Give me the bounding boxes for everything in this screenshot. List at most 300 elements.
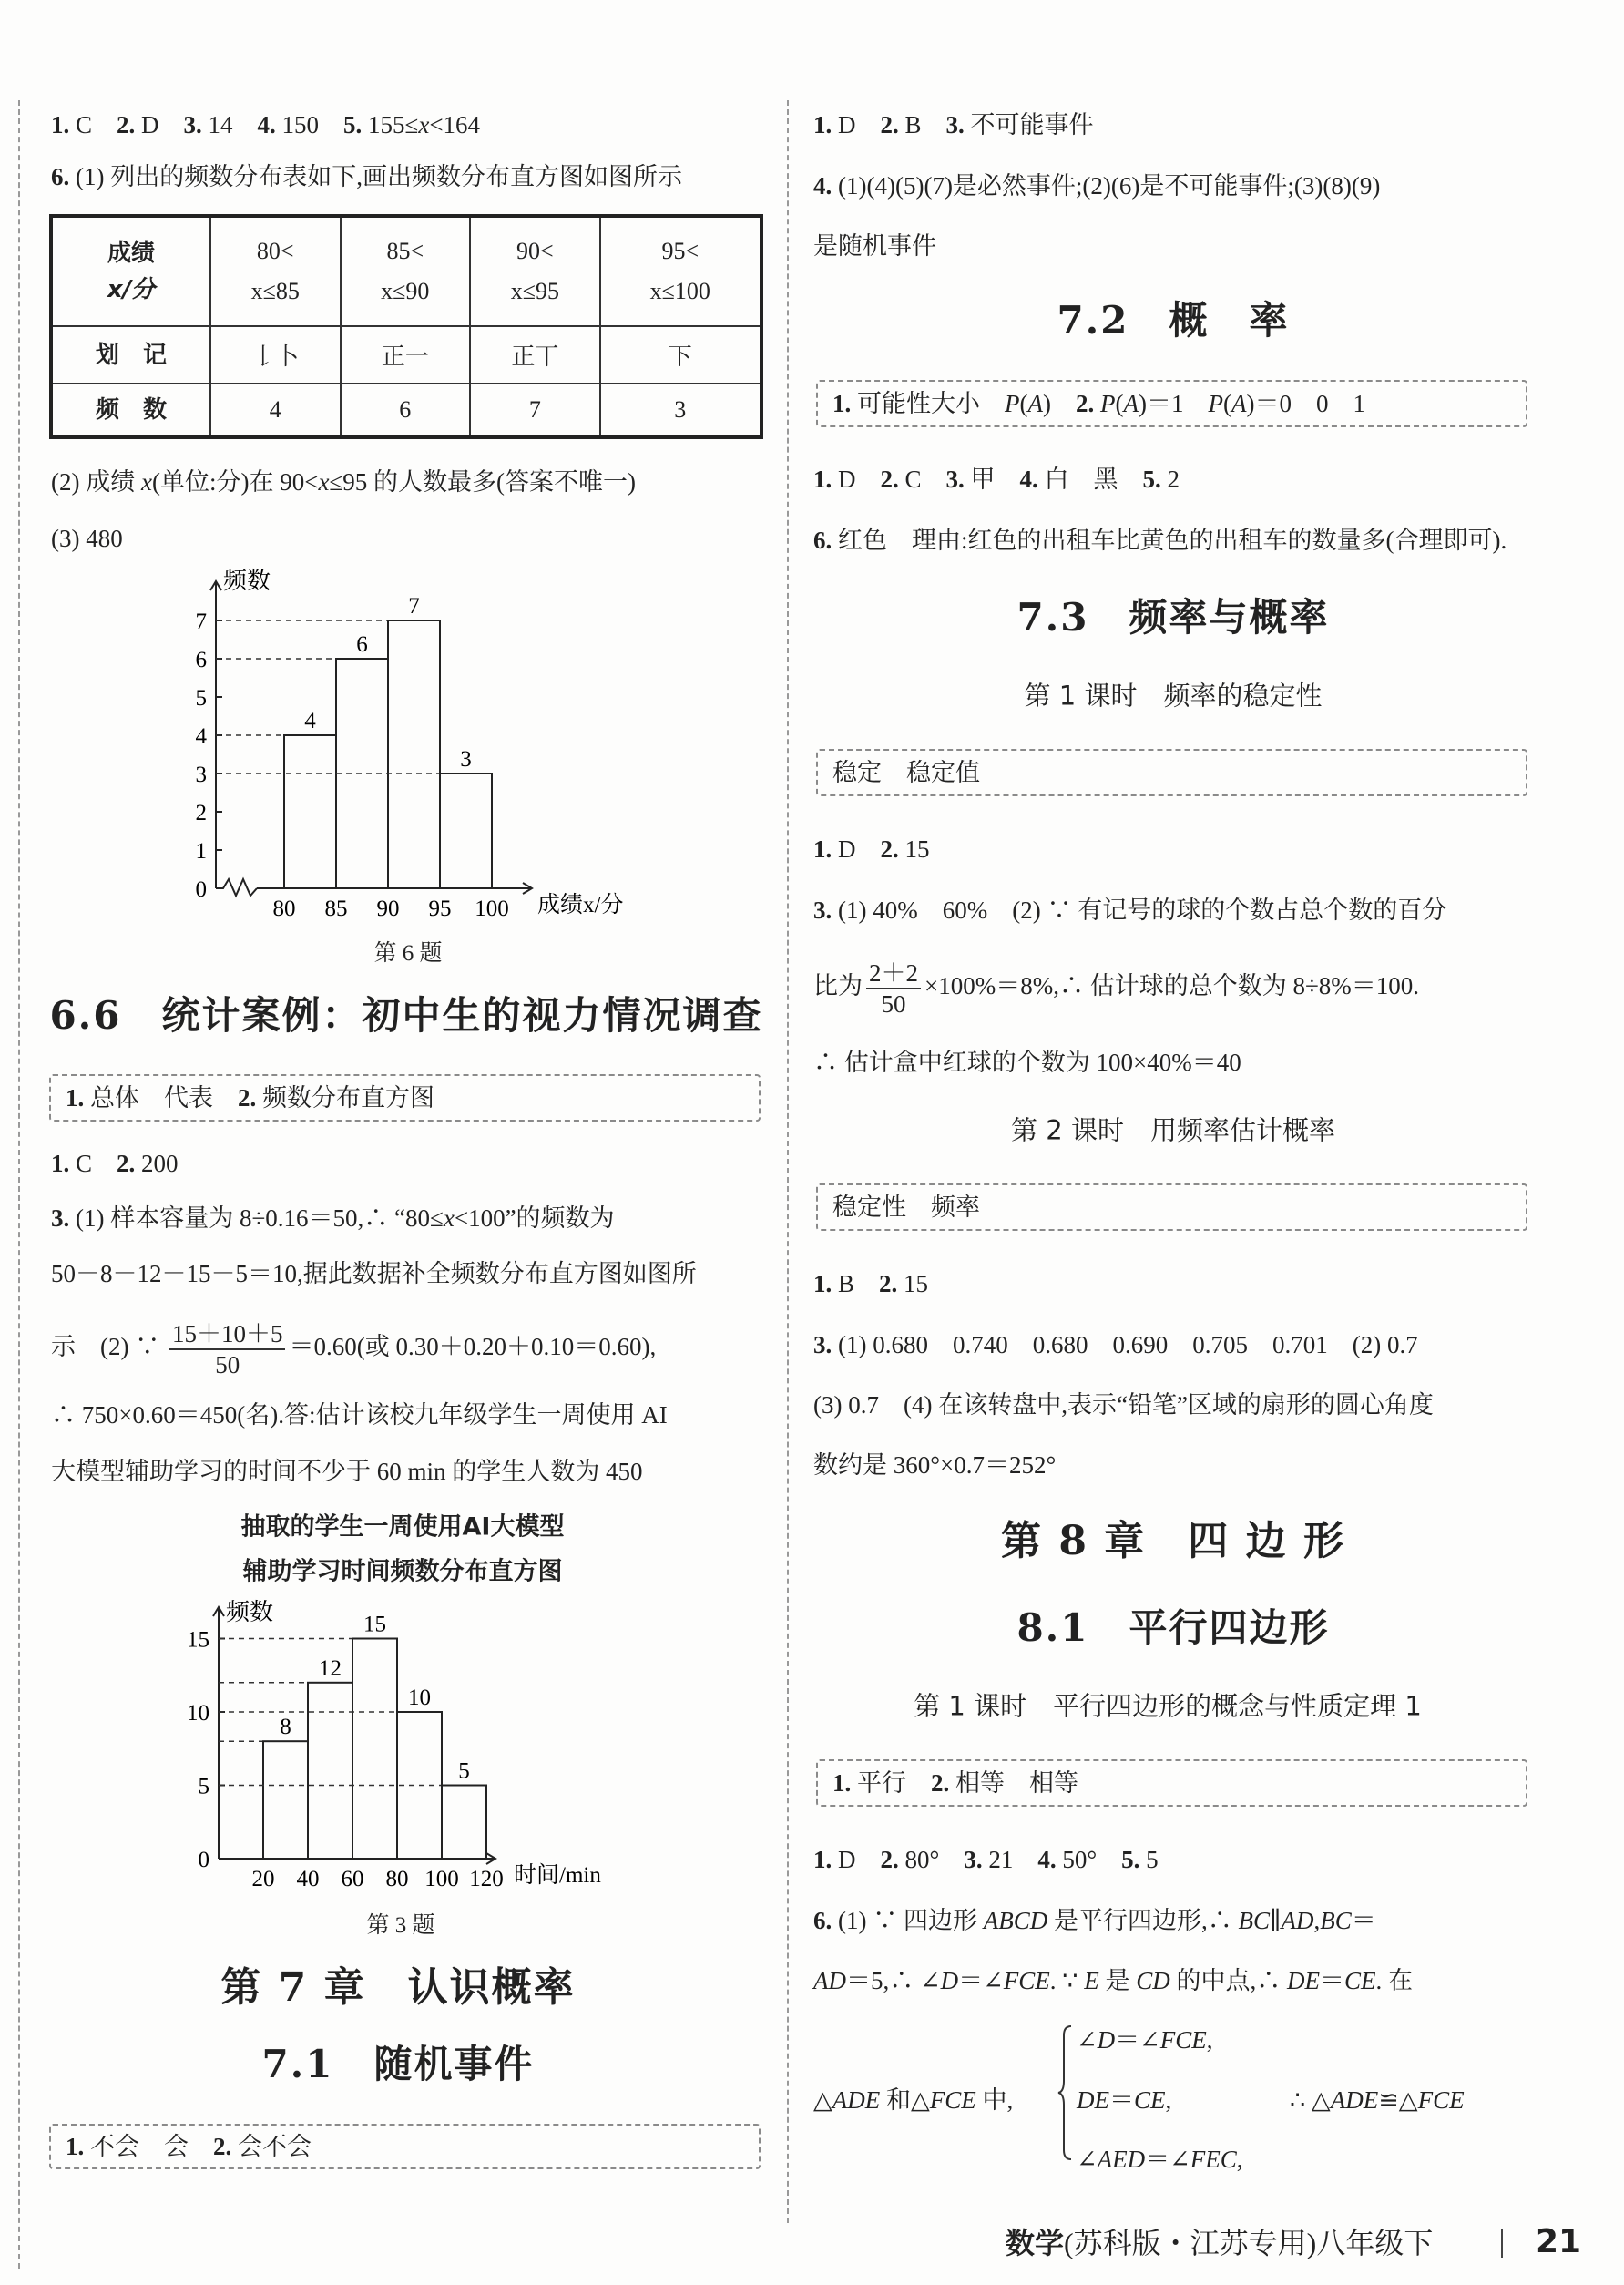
frequency-table: [49, 214, 763, 439]
brace-item: [1077, 2082, 1171, 2118]
math-variable: x: [443, 1204, 455, 1232]
text-segment: (2) 成绩: [51, 468, 141, 496]
axis-break-zigzag: [216, 879, 257, 896]
question-number: 3.: [183, 111, 202, 138]
y-tick-label: 10: [187, 1701, 209, 1726]
math-variable: CE: [1343, 1967, 1376, 1994]
table-row: [51, 216, 761, 326]
math-variable: x: [318, 468, 330, 496]
answer-line: [51, 159, 682, 195]
text-segment: 不可能事件: [964, 111, 1094, 138]
text-segment: (单位:分)在 90<: [151, 468, 319, 496]
y-axis-label: 频数: [226, 1599, 274, 1625]
text-segment: 50－8－12－15－5＝10,据此数据补全频数分布直方图如图所: [51, 1260, 697, 1287]
footer-edition: (苏科版・江苏专用)八年级下: [1064, 2227, 1434, 2259]
text-segment: ,: [1236, 2146, 1243, 2173]
question-number: 3.: [51, 1204, 70, 1232]
bar-value-label: 5: [458, 1758, 470, 1784]
question-number: 2.: [880, 1846, 899, 1873]
histogram-bar: [308, 1683, 352, 1859]
text-segment: <164: [429, 111, 481, 138]
text-segment: ,: [1313, 1907, 1321, 1934]
text-segment: (: [1019, 390, 1028, 417]
answer-line: [51, 520, 123, 557]
y-tick-label: 4: [195, 724, 207, 749]
figure-caption: 第 3 题: [366, 1913, 435, 1938]
frequency-cell: 3: [600, 384, 761, 437]
bar-value-label: 8: [280, 1715, 291, 1740]
text-segment: ＝∠: [1115, 2026, 1160, 2054]
text-segment: 是随机事件: [813, 232, 936, 260]
range-lower: 95<: [661, 238, 700, 264]
text-segment: <100”的频数为: [454, 1204, 615, 1232]
range-lower: 80<: [256, 238, 294, 264]
x-tick-label: 60: [341, 1867, 364, 1891]
math-variable: CE: [1134, 2086, 1166, 2114]
y-tick-label: 7: [195, 610, 207, 634]
text-segment: 14: [201, 111, 258, 138]
table-row: [51, 326, 761, 384]
answer-line: [813, 1447, 1056, 1483]
text-segment: ): [1043, 390, 1076, 417]
question-number: 2.: [117, 1150, 136, 1177]
answer-line: [813, 892, 1446, 928]
answer-line: [813, 958, 1419, 1019]
histogram-bar: [388, 620, 440, 888]
text-segment: 和△: [880, 2086, 930, 2114]
column-divider-dashed-line: [787, 100, 789, 2223]
fraction: [169, 1319, 286, 1379]
math-variable: P: [1208, 390, 1223, 417]
text-segment: ＝: [1351, 1907, 1376, 1934]
lesson-heading: 第 1 课时 频率的稳定性: [1024, 680, 1323, 712]
chart-title-line: 辅助学习时间频数分布直方图: [242, 1557, 563, 1586]
brace-prefix: [813, 2082, 1013, 2118]
bar-value-label: 15: [363, 1612, 386, 1637]
question-number: 1.: [66, 1084, 85, 1112]
text-segment: 是: [1098, 1967, 1137, 1994]
range-lower: 90<: [516, 238, 554, 264]
histogram-bar: [352, 1639, 397, 1860]
question-number: 6.: [813, 527, 832, 554]
text-segment: )＝1: [1139, 390, 1209, 417]
question-number: 2.: [880, 111, 899, 138]
math-variable: A: [1027, 390, 1043, 417]
text-segment: C: [69, 111, 117, 138]
histogram-bar: [442, 1786, 486, 1860]
answer-line: [813, 1962, 1413, 1999]
text-segment: 中,: [975, 2086, 1014, 2114]
text-segment: ＝∠: [1145, 2146, 1190, 2173]
text-segment: (3) 480: [51, 525, 123, 552]
table-header-cell: 频 数: [51, 384, 210, 437]
answer-line: [813, 1902, 1376, 1939]
math-variable: ADE: [1330, 2086, 1379, 2114]
text-segment: ∠: [1077, 2146, 1098, 2173]
histogram-chart-q3: [164, 1594, 692, 1904]
dashed-answer-box: [816, 749, 1527, 796]
answer-line: [813, 1327, 1418, 1363]
section-heading: 6.6 统计案例：初中生的视力情况调查: [49, 993, 763, 1038]
math-variable: ADE: [832, 2086, 881, 2114]
text-segment: 红色 理由:红色的出租车比黄色的出租车的数量多(合理即可).: [832, 527, 1507, 554]
histogram-chart-q6: [164, 565, 656, 948]
text-segment: 可能性大小: [851, 390, 1005, 417]
text-segment: . ∵: [1049, 1967, 1085, 1994]
x-tick-label: 80: [385, 1867, 409, 1891]
math-variable: P: [1100, 390, 1116, 417]
answer-line: [813, 831, 930, 867]
page-number: 21: [1536, 2223, 1582, 2260]
text-segment: 总体 代表: [84, 1084, 238, 1112]
text-segment: ＝: [1109, 2086, 1134, 2114]
answer-line: [813, 1387, 1434, 1423]
math-variable: BC: [1238, 1907, 1270, 1934]
question-number: 1.: [66, 2133, 85, 2160]
question-number: 5.: [1142, 466, 1161, 493]
text-segment: 2: [1160, 466, 1180, 493]
math-variable: FEC: [1190, 2146, 1237, 2173]
question-number: 1.: [832, 390, 852, 417]
question-number: 2.: [880, 466, 899, 493]
numerator: 2＋2: [866, 958, 921, 989]
range-upper: x≤90: [381, 278, 430, 304]
math-variable: AD: [1281, 1907, 1314, 1934]
footer-separator: [1501, 2229, 1503, 2258]
math-variable: P: [1005, 390, 1020, 417]
text-segment: (1) ∵ 四边形: [832, 1907, 984, 1934]
text-segment: 数约是 360°×0.7＝252°: [813, 1451, 1057, 1479]
header-label: 成绩: [107, 240, 155, 267]
frequency-cell: 4: [210, 384, 341, 437]
math-variable: DE: [1286, 1967, 1320, 1994]
math-variable: A: [1123, 390, 1139, 417]
text-segment: 200: [135, 1150, 179, 1177]
table-cell: [210, 216, 341, 326]
text-segment: △: [813, 2086, 832, 2114]
frequency-cell: 7: [470, 384, 600, 437]
answer-line: [51, 1453, 643, 1490]
y-tick-label: 15: [187, 1627, 209, 1653]
question-number: 1.: [832, 1769, 852, 1797]
footer-book-title: [1006, 2225, 1433, 2261]
math-variable: AED: [1097, 2146, 1146, 2173]
text-segment: 相等 相等: [949, 1769, 1078, 1797]
table-cell: [341, 216, 471, 326]
text-segment: . 在: [1375, 1967, 1413, 1994]
lesson-heading: 第 1 课时 平行四边形的概念与性质定理 1: [914, 1690, 1422, 1722]
math-variable: D: [940, 1967, 959, 1994]
text-segment: (1) 列出的频数分布表如下,画出频数分布直方图如图所示: [69, 163, 682, 190]
text-segment: 21: [982, 1846, 1038, 1873]
question-number: 6.: [51, 163, 70, 190]
bar-value-label: 3: [460, 747, 472, 772]
answer-line: [813, 1265, 928, 1302]
question-number: 2.: [238, 1084, 257, 1112]
tally-cell: 𠄌卜: [210, 326, 341, 384]
text-segment: (1) 40% 60% (2) ∵ 有记号的球的个数占总个数的百分: [832, 897, 1447, 924]
text-segment: ≤95 的人数最多(答案不唯一): [329, 468, 636, 496]
tally-cell: 正丅: [470, 326, 600, 384]
text-segment: ＝: [1319, 1967, 1344, 1994]
answer-line: [51, 1397, 668, 1433]
figure-caption: 第 6 题: [373, 941, 443, 966]
question-number: 2.: [931, 1769, 950, 1797]
question-number: 1.: [813, 466, 832, 493]
text-segment: )＝0 0 1: [1246, 390, 1365, 417]
text-segment: D: [832, 1846, 881, 1873]
chapter-heading: 第 8 章 四 边 形: [1001, 1518, 1345, 1564]
chart-title-line: 抽取的学生一周使用AI大模型: [240, 1512, 565, 1542]
section-heading: 7.1 随机事件: [261, 2042, 535, 2086]
text-segment: (1)(4)(5)(7)是必然事件;(2)(6)是不可能事件;(3)(8)(9): [832, 172, 1381, 200]
table-header-cell: 划 记: [51, 326, 210, 384]
math-variable: A: [1231, 390, 1247, 417]
brace-item: [1077, 2141, 1242, 2177]
question-number: 4.: [813, 172, 832, 200]
y-tick-label: 1: [195, 839, 207, 864]
math-variable: E: [1084, 1967, 1099, 1994]
text-segment: ＝5,∴ ∠: [846, 1967, 941, 1994]
y-tick-label: 6: [195, 648, 207, 672]
text-segment: ×100%＝8%,∴ 估计球的总个数为 8÷8%＝100.: [924, 972, 1420, 1000]
text-segment: D: [832, 111, 881, 138]
frequency-cell: 6: [341, 384, 471, 437]
text-segment: 155≤: [362, 111, 419, 138]
question-number: 4.: [1019, 466, 1038, 493]
math-variable: DE: [1077, 2086, 1109, 2114]
x-tick-label: 120: [469, 1867, 504, 1891]
text-segment: ,: [1206, 2026, 1213, 2054]
answer-line: [813, 461, 1180, 497]
brace-item: [1077, 2022, 1213, 2058]
dashed-answer-box: [816, 1759, 1527, 1807]
question-number: 3.: [945, 111, 965, 138]
question-number: 2.: [879, 1270, 898, 1297]
question-number: 1.: [813, 835, 832, 863]
answer-line: [66, 1080, 434, 1116]
table-header-cell: [51, 216, 210, 326]
y-tick-label: 5: [198, 1774, 209, 1799]
math-variable: x: [418, 111, 430, 138]
text-segment: C: [898, 466, 946, 493]
text-segment: 大模型辅助学习的时间不少于 60 min 的学生人数为 450: [51, 1458, 643, 1485]
y-tick-label: 0: [198, 1848, 209, 1872]
answer-line: [832, 1765, 1078, 1801]
answer-line: [51, 464, 636, 500]
bar-value-label: 6: [356, 632, 368, 657]
text-segment: 15: [897, 1270, 929, 1297]
text-segment: [1094, 390, 1100, 417]
text-segment: 不会 会: [84, 2133, 213, 2160]
text-segment: 80°: [898, 1846, 965, 1873]
table-cell: [470, 216, 600, 326]
text-segment: ＝∠: [958, 1967, 1004, 1994]
x-axis-label: 时间/min: [514, 1863, 601, 1888]
text-segment: ∴ △: [1290, 2086, 1331, 2114]
text-segment: ≌△: [1378, 2086, 1418, 2114]
denominator: 50: [881, 990, 906, 1018]
text-segment: ∠: [1077, 2026, 1098, 2054]
text-segment: 比为: [813, 972, 863, 1000]
y-tick-label: 0: [195, 877, 207, 902]
table-cell: [600, 216, 761, 326]
text-segment: B: [898, 111, 946, 138]
math-variable: ABCD: [983, 1907, 1048, 1934]
text-segment: 平行: [851, 1769, 931, 1797]
question-number: 2.: [1076, 390, 1095, 417]
y-axis-label: 频数: [223, 568, 271, 594]
text-segment: (1) 样本容量为 8÷0.16＝50,∴ “80≤: [69, 1204, 444, 1232]
chapter-heading: 第 7 章 认识概率: [220, 1964, 576, 2011]
answer-line: [813, 522, 1507, 558]
text-segment: 5: [1139, 1846, 1159, 1873]
question-number: 1.: [51, 111, 70, 138]
question-number: 5.: [343, 111, 363, 138]
answer-line: [51, 1319, 656, 1379]
question-number: 2.: [213, 2133, 232, 2160]
math-variable: FCE: [1417, 2086, 1465, 2114]
text-segment: 50°: [1056, 1846, 1122, 1873]
text-segment: D: [832, 835, 881, 863]
y-tick-label: 3: [195, 763, 207, 787]
histogram-bar: [284, 735, 336, 888]
section-heading: 7.3 频率与概率: [1016, 595, 1330, 640]
answer-line: [51, 107, 480, 143]
answer-line: [813, 1044, 1241, 1081]
question-number: 1.: [813, 1270, 832, 1297]
lesson-heading: 第 2 课时 用频率估计概率: [1011, 1114, 1335, 1146]
x-tick-label: 20: [251, 1867, 275, 1891]
x-tick-label: 40: [296, 1867, 320, 1891]
table-row: [51, 384, 761, 437]
header-unit: x/分: [107, 276, 156, 303]
histogram-bar: [263, 1741, 308, 1859]
question-number: 6.: [813, 1907, 832, 1934]
question-number: 2.: [117, 111, 136, 138]
range-upper: x≤100: [649, 278, 710, 304]
math-variable: x: [140, 468, 152, 496]
answer-line: [813, 228, 936, 264]
bar-value-label: 10: [408, 1686, 431, 1710]
x-tick-label: 100: [475, 897, 509, 921]
section-heading: 7.2 概 率: [1057, 298, 1290, 343]
text-segment: D: [832, 466, 881, 493]
answer-line: [813, 168, 1380, 204]
text-segment: ,: [1165, 2086, 1172, 2114]
question-number: 5.: [1121, 1846, 1140, 1873]
math-variable: FCE: [1159, 2026, 1207, 2054]
tally-cell: 下: [600, 326, 761, 384]
math-variable: AD: [813, 1967, 846, 1994]
range-upper: x≤95: [510, 278, 559, 304]
bar-value-label: 7: [408, 594, 420, 619]
text-segment: 是平行四边形,∴: [1047, 1907, 1239, 1934]
answer-line: [813, 1841, 1159, 1878]
answer-line: [813, 107, 1094, 143]
text-segment: D: [135, 111, 184, 138]
range-lower: 85<: [386, 238, 424, 264]
dashed-answer-box: [816, 380, 1527, 427]
text-segment: 15: [898, 835, 930, 863]
text-segment: 的中点,∴: [1169, 1967, 1287, 1994]
bar-value-label: 4: [304, 709, 316, 733]
dashed-answer-box: [49, 1074, 761, 1122]
text-segment: 稳定 稳定值: [832, 759, 980, 786]
question-number: 1.: [813, 1846, 832, 1873]
text-segment: 频数分布直方图: [256, 1084, 434, 1112]
answer-line: [832, 385, 1365, 422]
x-tick-label: 100: [424, 1867, 459, 1891]
math-variable: FCE: [1003, 1967, 1050, 1994]
text-segment: (1) 0.680 0.740 0.680 0.690 0.705 0.701 (2) 0.7: [832, 1331, 1418, 1358]
question-number: 1.: [813, 111, 832, 138]
question-number: 3.: [945, 466, 965, 493]
left-margin-dashed-line: [18, 100, 20, 2269]
question-number: 4.: [1037, 1846, 1057, 1873]
question-number: 3.: [964, 1846, 983, 1873]
denominator: 50: [215, 1351, 240, 1378]
x-tick-label: 90: [376, 897, 400, 921]
x-tick-label: 85: [324, 897, 348, 921]
text-segment: 白 黑: [1037, 466, 1143, 493]
y-tick-label: 5: [195, 686, 207, 711]
question-number: 1.: [51, 1150, 70, 1177]
text-segment: (: [1115, 390, 1124, 417]
answer-line: [66, 2128, 312, 2165]
fraction: [866, 958, 921, 1019]
text-segment: 150: [275, 111, 344, 138]
math-variable: D: [1097, 2026, 1116, 2054]
answer-line: [51, 1255, 697, 1292]
dashed-answer-box: [816, 1183, 1527, 1231]
bar-value-label: 12: [319, 1655, 342, 1681]
text-segment: 甲: [964, 466, 1020, 493]
math-variable: CD: [1136, 1967, 1170, 1994]
footer-subject: 数学: [1006, 2226, 1065, 2260]
question-number: 3.: [813, 1331, 832, 1358]
histogram-bar: [440, 774, 492, 888]
answer-line: [51, 1145, 179, 1182]
text-segment: ∴ 750×0.60＝450(名).答:估计该校九年级学生一周使用 AI: [51, 1401, 668, 1429]
question-number: 3.: [813, 897, 832, 924]
text-segment: 示 (2) ∵: [51, 1333, 166, 1361]
section-heading: 8.1 平行四边形: [1016, 1605, 1330, 1650]
text-segment: ＝0.60(或 0.30＋0.20＋0.10＝0.60),: [289, 1333, 657, 1361]
text-segment: C: [69, 1150, 117, 1177]
math-variable: BC: [1320, 1907, 1352, 1934]
x-tick-label: 95: [428, 897, 452, 921]
range-upper: x≤85: [250, 278, 300, 304]
x-tick-label: 80: [272, 897, 296, 921]
answer-line: [51, 1200, 615, 1236]
numerator: 15＋10＋5: [169, 1319, 286, 1350]
answer-line: [832, 754, 980, 791]
brace-conclusion: [1290, 2082, 1465, 2118]
y-tick-label: 2: [195, 801, 207, 825]
dashed-answer-box: [49, 2124, 761, 2169]
x-axis-label: 成绩x/分: [537, 893, 624, 917]
text-segment: 稳定性 频率: [832, 1194, 980, 1221]
curly-brace: [1057, 2024, 1073, 2161]
text-segment: 会不会: [231, 2133, 312, 2160]
text-segment: (3) 0.7 (4) 在该转盘中,表示“铅笔”区域的扇形的圆心角度: [813, 1391, 1434, 1419]
text-segment: (: [1223, 390, 1231, 417]
tally-cell: 正一: [341, 326, 471, 384]
answer-line: [832, 1189, 980, 1225]
text-segment: B: [832, 1270, 880, 1297]
question-number: 2.: [880, 835, 899, 863]
